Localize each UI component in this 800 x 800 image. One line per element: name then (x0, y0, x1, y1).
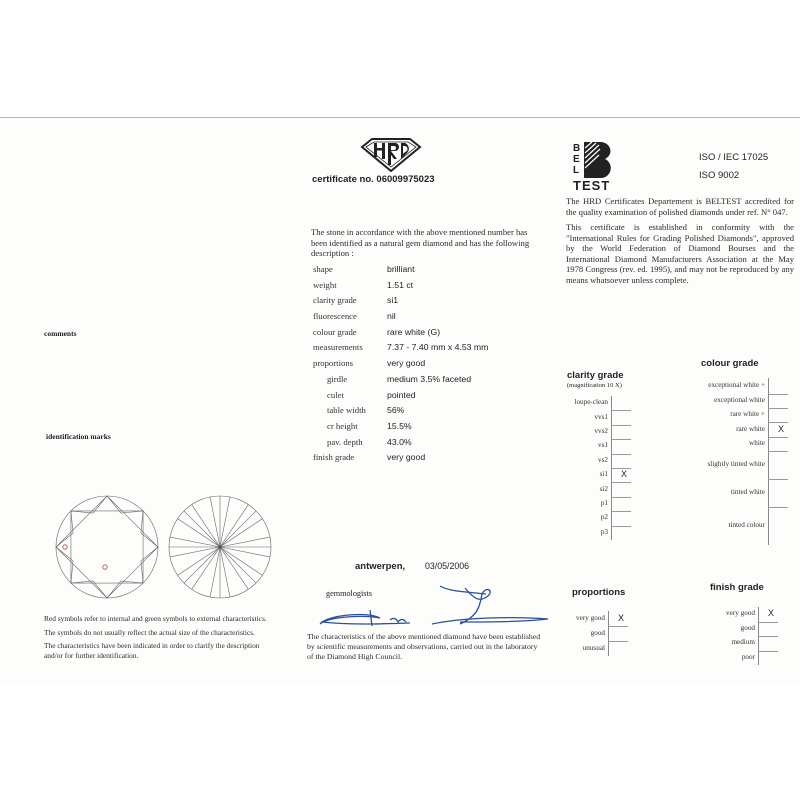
scale-label: tinted colour (728, 521, 765, 529)
scale-label: rare white (736, 424, 765, 433)
scale-divider (768, 437, 788, 438)
description-value: nil (387, 311, 396, 322)
scale-divider (768, 479, 788, 480)
crown-facet (141, 511, 158, 547)
scale-axis-line (608, 611, 609, 656)
description-label: culet (327, 389, 344, 400)
scale-label: unusual (582, 643, 605, 652)
scale-divider (758, 651, 778, 652)
scale-label: good (590, 628, 605, 637)
scale-label: slightly tinted white (707, 460, 765, 468)
iso-9002: ISO 9002 (699, 170, 740, 181)
description-label: fluorescence (313, 311, 357, 322)
scale-divider (611, 410, 631, 411)
finish-scale-title: finish grade (710, 582, 764, 593)
description-label: colour grade (313, 326, 357, 337)
pavilion-main (184, 511, 220, 547)
description-value: very good (387, 358, 426, 369)
scale-label: vvs2 (594, 427, 608, 435)
clarity-scale-title: clarity grade (567, 370, 624, 381)
description-label: shape (313, 264, 333, 274)
scale-divider (611, 526, 631, 527)
pavilion-facet (192, 497, 220, 547)
description-label: weight (313, 279, 337, 290)
scale-label: exceptional white + (708, 381, 765, 389)
selected-grade-mark: X (778, 423, 785, 434)
scale-label: good (740, 623, 755, 632)
scale-label: vs1 (598, 441, 608, 450)
description-intro: The stone in accordance with the above mentioned number has been identified as a natural gem diamond and has the following description : (311, 227, 530, 259)
description-value: very good (387, 452, 426, 463)
selected-grade-mark: X (621, 469, 628, 480)
culet (219, 546, 221, 548)
gemmologists-label: gemmologists (326, 589, 372, 598)
note-symbols-colours: Red symbols refer to internal and green symbols to external characteristics. (44, 614, 267, 623)
crown-facet (107, 496, 143, 513)
scale-label: very good (576, 613, 605, 622)
proportions-scale (540, 611, 640, 656)
svg-text:B: B (573, 143, 581, 154)
scale-label: vvs1 (594, 412, 608, 421)
scale-label: white (749, 439, 765, 447)
description-value: 1.51 ct (387, 279, 414, 290)
inclusion-mark (63, 545, 67, 549)
description-label: proportions (313, 358, 354, 369)
scale-label: loupe-clean (574, 398, 608, 407)
note-symbols-size: The symbols do not usually reflect the actual size of the characteristics. (44, 627, 255, 637)
pavilion-main (220, 511, 256, 547)
scale-label: si1 (599, 470, 608, 479)
comments-heading: comments (44, 329, 77, 338)
pavilion-facet (220, 519, 270, 547)
signature-1 (320, 610, 410, 626)
gemmologist-signatures (310, 582, 550, 632)
crown-square (56, 496, 158, 598)
scale-divider (768, 394, 788, 395)
description-label: table width (327, 405, 366, 416)
scale-label: exceptional white (714, 396, 765, 404)
colour-scale-title: colour grade (701, 358, 759, 369)
scale-label: tinted white (730, 488, 765, 496)
scale-label: p1 (600, 499, 608, 507)
description-value: medium 3.5% faceted (387, 373, 472, 384)
description-value: 43.0% (387, 436, 412, 447)
issue-city: antwerpen, (355, 561, 406, 572)
description-value: 15.5% (387, 420, 412, 431)
scale-divider (768, 507, 788, 508)
scale-label: vs2 (598, 455, 608, 464)
selected-grade-mark: X (618, 612, 625, 623)
crown-square (71, 511, 143, 583)
note-characteristics: The characteristics have been indicated in order to clarify the description and/or for further identification. (44, 641, 260, 660)
scale-divider (608, 626, 628, 627)
accreditation-text: The HRD Certificates Departement is BELTEST accredited for the quality examination of polished diamonds under ref. N° 047. (566, 196, 794, 217)
scale-label: p3 (600, 527, 608, 536)
scale-divider (611, 482, 631, 483)
finish-scale (690, 607, 790, 665)
pavilion-facet (220, 547, 248, 597)
scale-divider (611, 439, 631, 440)
description-value: pointed (387, 389, 416, 400)
description-label: measurements (313, 342, 363, 353)
issue-date: 03/05/2006 (425, 561, 470, 571)
svg-text:TEST: TEST (573, 178, 611, 193)
clarity-scale-subtitle: (magnification 10 X) (567, 382, 622, 389)
scale-label: rare white + (730, 410, 765, 418)
beltest-logo (572, 140, 622, 195)
crown-outline (56, 496, 158, 598)
description-value: si1 (387, 295, 399, 306)
crown-facet (56, 511, 73, 547)
conformity-text: This certificate is established in conformity with the "International Rules for Grading Polished Diamonds", approved by the World Federation of Diamond Bourses and the International Diamond Manufacturers Association at the May 1978 Congress (rev. ed. 1995), and may not be reproduced by any means whatsoever unless complete. (566, 222, 794, 285)
colour-scale (680, 378, 795, 546)
scale-divider (611, 497, 631, 498)
description-label: clarity grade (313, 295, 357, 306)
selected-grade-mark: X (768, 608, 775, 619)
scale-divider (608, 641, 628, 642)
iso-17025: ISO / IEC 17025 (699, 152, 769, 163)
pavilion-facet (192, 547, 220, 597)
description-value: brilliant (387, 264, 415, 274)
crown-facet (56, 547, 73, 583)
scale-divider (758, 622, 778, 623)
pavilion-facet (170, 547, 220, 575)
scale-divider (768, 451, 788, 452)
pavilion-view (169, 496, 271, 598)
diamond-plot-diagram (50, 490, 280, 605)
svg-text:E: E (573, 154, 580, 165)
pavilion-facet (220, 497, 248, 547)
scale-divider (611, 425, 631, 426)
pavilion-main (220, 547, 256, 583)
hrd-logo (360, 137, 422, 172)
description-label: finish grade (313, 452, 355, 463)
scale-label: very good (726, 609, 755, 618)
identification-marks-heading: identification marks (46, 432, 111, 441)
certificate-number: certificate no. 06009975023 (312, 174, 435, 185)
crown-facet (71, 581, 107, 598)
crown-facet (107, 581, 143, 598)
description-label: cr height (327, 420, 358, 431)
proportions-scale-title: proportions (572, 587, 626, 598)
signature-2 (432, 586, 548, 624)
crown-view (56, 496, 158, 598)
pavilion-main (184, 547, 220, 583)
scale-divider (758, 636, 778, 637)
crown-facet (141, 547, 158, 583)
scale-label: p2 (600, 513, 608, 522)
pavilion-facet (220, 547, 270, 575)
description-value: rare white (G) (387, 326, 441, 337)
scale-label: si2 (599, 484, 608, 493)
crown-facet (71, 496, 107, 513)
scale-divider (611, 454, 631, 455)
description-value: 56% (387, 405, 405, 416)
clarity-scale (545, 396, 645, 541)
pavilion-facet (170, 519, 220, 547)
description-label: girdle (327, 373, 348, 384)
scale-axis-line (768, 378, 769, 545)
scale-label: poor (741, 652, 755, 661)
inclusion-marks (63, 545, 107, 569)
svg-text:L: L (573, 165, 580, 176)
inclusion-mark (103, 565, 107, 569)
plot-notes (44, 614, 269, 665)
scale-label: medium (731, 638, 755, 647)
description-label: pav. depth (327, 436, 363, 447)
scale-divider (768, 408, 788, 409)
scale-divider (611, 511, 631, 512)
laboratory-statement: The characteristics of the above mentioned diamond have been established by scientific measurements and observations, carried out in the laboratory of the Diamond High Council. (307, 632, 541, 661)
description-value: 7.37 - 7.40 mm x 4.53 mm (387, 342, 489, 353)
